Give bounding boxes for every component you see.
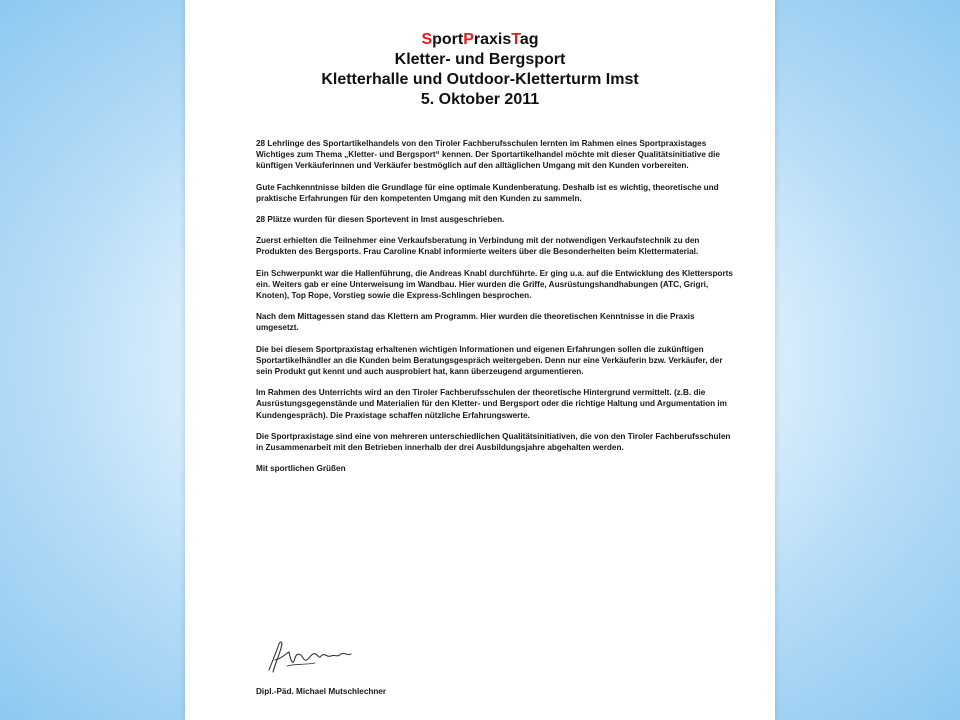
paragraph: Ein Schwerpunkt war die Hallenführung, die Andreas Knabl durchführte. Er ging u.a. auf die Entwicklung des Klettersports ein. Weiters gab er eine Unterweisung im Wandbau. Hier wurden die Griffe, Ausrüstungshandhabungen (ATC, Grigri, Knoten), Top Rope, Vorstieg sowie die Express-Schlingen besprochen. xyxy=(256,268,733,301)
paragraph: 28 Plätze wurden für diesen Sportevent in Imst ausgeschrieben. xyxy=(256,215,505,225)
paragraph: Zuerst erhielten die Teilnehmer eine Verkaufsberatung in Verbindung mit der notwendigen Verkaufstechnik zu den Produkten des Bergsports. Frau Caroline Knabl informierte weiters über die Besonderheiten beim Klettermaterial. xyxy=(256,236,700,257)
event-topic: Kletter- und Bergsport xyxy=(394,51,566,68)
closing-greeting: Mit sportlichen Grüßen xyxy=(256,464,346,474)
document-body xyxy=(256,138,736,474)
document-header xyxy=(185,30,775,110)
paragraph: Gute Fachkenntnisse bilden die Grundlage für eine optimale Kundenberatung. Deshalb ist es wichtig, theoretische und praktische Erfahrungen für den kompetenten Umgang mit den Kunden zu sammeln. xyxy=(256,182,719,203)
paragraph: Im Rahmen des Unterrichts wird an den Tiroler Fachberufsschulen der theoretische Hintergrund vermittelt. (z.B. die Ausrüstungsgegenstände und Materialien für den Kletter- und Bergsport oder die richtige Haltung und Argumentation im Kundengespräch). Die Praxistage schaffen nützliche Erfahrungswerte. xyxy=(256,388,727,420)
document-page xyxy=(185,0,775,720)
brand-title: SportPraxisTag xyxy=(421,31,539,48)
event-date: 5. Oktober 2011 xyxy=(420,91,540,108)
paragraph: Nach dem Mittagessen stand das Klettern am Programm. Hier wurden die theoretischen Kenntnisse in die Praxis umgesetzt. xyxy=(256,312,695,333)
paragraph: Die bei diesem Sportpraxistag erhaltenen wichtigen Informationen und eigenen Erfahrungen sollen die zukünftigen Sportartikelhändler an die Kunden beim Beratungsgespräch weitergeben. Denn nur eine Verkäuferin bzw. Verkäufer, der sein Produkt gut kennt und auch ausprobiert hat, kann überzeugend argumentieren. xyxy=(256,344,723,377)
signer-name: Dipl.-Päd. Michael Mutschlechner xyxy=(256,687,387,696)
paragraph: Die Sportpraxistage sind eine von mehreren unterschiedlichen Qualitätsinitiativen, die von den Tiroler Fachberufsschulen in Zusammenarbeit mit den Betrieben innerhalb der drei Ausbildungsjahre abgehalten werden. xyxy=(256,431,731,453)
handwritten-signature xyxy=(263,632,363,678)
paragraph: 28 Lehrlinge des Sportartikelhandels von den Tiroler Fachberufsschulen lernten im Rahmen eines Sportpraxistages Wichtiges zum Thema „Kletter- und Bergsport“ kennen. Der Sportartikelhandel möchte mit dieser Qualitätsinitiative die künftigen Verkäuferinnen und Verkäufer bestmöglich auf den alltäglichen Umgang mit den Kunden vorbereiten. xyxy=(256,139,720,171)
event-location: Kletterhalle und Outdoor-Kletterturm Imst xyxy=(321,71,639,88)
